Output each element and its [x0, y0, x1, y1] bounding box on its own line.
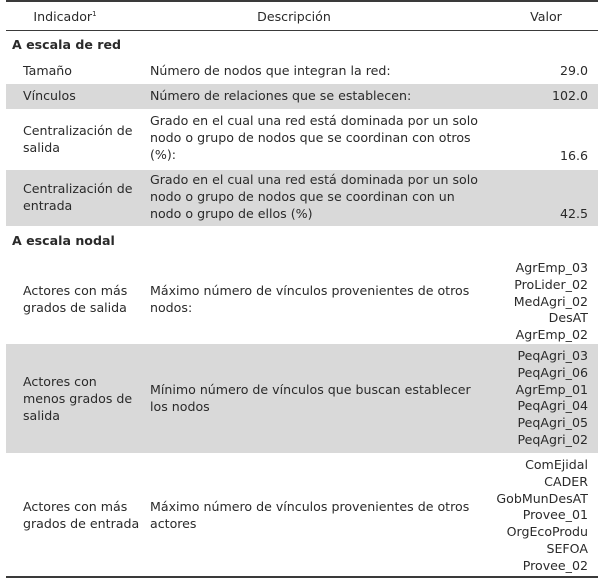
table-row-menos-grados-salida	[6, 344, 598, 453]
valor-item: ComEjidal	[525, 457, 588, 472]
row-valor: 16.6	[559, 148, 588, 163]
row-descripcion: Número de relaciones que se establecen:	[150, 88, 412, 103]
row-descripcion: Grado en el cual una red está dominada por un solo nodo o grupo de nodos que se coordinan con un nodo o grupo de ellos (%)	[150, 172, 478, 221]
row-valor: 102.0	[551, 88, 588, 103]
valor-item: AgrEmp_01	[515, 381, 588, 397]
valor-item: Provee_02	[522, 557, 588, 573]
row-indicador: Centralización de entrada	[23, 181, 133, 213]
valor-item: GobMunDesAT	[496, 490, 588, 506]
valor-item: AgrEmp_02	[515, 327, 588, 343]
row-valor: 29.0	[559, 63, 588, 78]
row-valores	[468, 348, 588, 449]
row-indicador: Tamaño	[23, 63, 72, 78]
valor-item: OrgEcoProdu	[506, 524, 588, 540]
valor-item: PeqAgri_03	[517, 348, 588, 363]
row-indicador: Vínculos	[23, 88, 76, 103]
row-indicador: Actores con más grados de salida	[23, 283, 128, 315]
row-descripcion: Mínimo número de vínculos que buscan establecer los nodos	[150, 382, 471, 414]
footnote-marker: 1	[92, 10, 97, 18]
row-indicador: Actores con más grados de entrada	[23, 499, 140, 531]
section-title-red: A escala de red	[12, 37, 122, 52]
row-descripcion: Número de nodos que integran la red:	[150, 63, 391, 78]
row-valores	[468, 457, 588, 575]
valor-item: AgrEmp_03	[515, 260, 588, 275]
row-valor: 42.5	[559, 206, 588, 221]
table-row-centralizacion-entrada	[6, 170, 598, 226]
row-indicador: Centralización de salida	[23, 123, 133, 155]
table-top-rule	[6, 0, 598, 2]
row-descripcion: Máximo número de vínculos provenientes de otros actores	[150, 499, 470, 531]
valor-item: PeqAgri_04	[517, 398, 588, 414]
valor-item: PeqAgri_02	[517, 431, 588, 447]
valor-item: Provee_01	[522, 507, 588, 523]
header-valor: Valor	[530, 9, 562, 24]
row-valores	[468, 260, 588, 344]
valor-item: SEFOA	[546, 540, 588, 556]
valor-item: CADER	[544, 473, 588, 489]
valor-item: ProLider_02	[514, 276, 588, 292]
table-row-vinculos	[6, 84, 598, 109]
valor-item: PeqAgri_05	[517, 415, 588, 431]
row-descripcion: Grado en el cual una red está dominada por un solo nodo o grupo de nodos que se coordinan con otros (%):	[150, 113, 478, 162]
row-descripcion: Máximo número de vínculos provenientes de otros nodos:	[150, 283, 470, 315]
header-descripcion: Descripción	[257, 9, 331, 24]
table-row-mas-grados-salida	[6, 258, 598, 343]
header-indicador: Indicador$^1$	[33, 9, 97, 24]
valor-item: PeqAgri_06	[517, 364, 588, 380]
table-row-tamano	[6, 59, 598, 83]
section-title-nodal: A escala nodal	[12, 233, 115, 248]
valor-item: DesAT	[548, 310, 588, 326]
valor-item: MedAgri_02	[513, 293, 588, 309]
row-indicador: Actores con menos grados de salida	[23, 374, 133, 423]
table-row-mas-grados-entrada	[6, 455, 598, 575]
table-header	[6, 4, 598, 31]
table-row-centralizacion-salida	[6, 110, 598, 170]
